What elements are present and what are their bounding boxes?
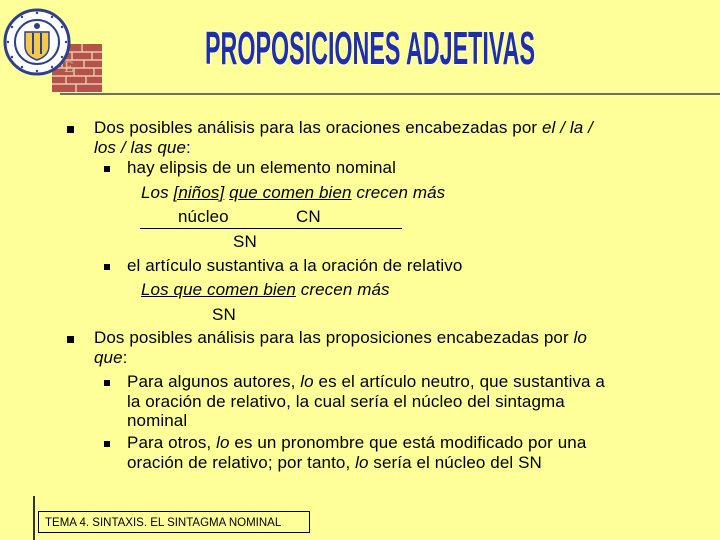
bullet-1-line-1: Dos posibles análisis para las oraciones encabezadas por el / la / (94, 118, 593, 137)
example-2: Los que comen bien crecen más (141, 280, 390, 299)
sub-bullet-marker (104, 264, 110, 270)
sub-bullet-1-2: el artículo sustantiva a la oración de relativo (127, 256, 463, 275)
bullet-2-line-1: Dos posibles análisis para las proposiciones encabezadas por lo (94, 328, 587, 347)
label-cn: CN (296, 207, 321, 226)
footer-label: TEMA 4. SINTAXIS. EL SINTAGMA NOMINAL (38, 511, 310, 533)
example-1: Los [niños] que comen bien crecen más (141, 183, 446, 202)
sub-bullet-marker (104, 166, 110, 172)
bullet-marker (67, 336, 74, 343)
bullet-2-line-2: que: (94, 348, 128, 367)
sub-bullet-2-1-line-3: nominal (127, 411, 188, 430)
bullet-marker (67, 126, 74, 133)
sub-bullet-2-2-line-1: Para otros, lo es un pronombre que está modificado por una (127, 433, 587, 452)
sub-bullet-marker (104, 441, 110, 447)
svg-text:E: E (64, 59, 74, 76)
sub-bullet-2-2-line-2: oración de relativo; por tanto, lo sería el núcleo del SN (127, 453, 542, 472)
sub-bullet-1-1: hay elipsis de un elemento nominal (127, 158, 396, 177)
label-sn-1: SN (233, 232, 257, 251)
title-text: PROPOSICIONES ADJETIVAS (205, 22, 535, 74)
university-logo (2, 4, 102, 92)
footer-rule (33, 496, 35, 540)
sub-bullet-marker (104, 380, 110, 386)
label-sn-2: SN (212, 305, 236, 324)
analysis-underline (140, 228, 402, 229)
sub-bullet-2-1-line-1: Para algunos autores, lo es el artículo neutro, que sustantiva a (127, 372, 605, 391)
title-divider (60, 93, 720, 95)
university-seal (5, 10, 69, 74)
sub-bullet-2-1-line-2: la oración de relativo, la cual sería el núcleo del sintagma (127, 392, 565, 411)
slide-title (200, 14, 540, 74)
bullet-1-line-2: los / las que: (94, 138, 191, 157)
label-nucleo: núcleo (178, 207, 229, 226)
